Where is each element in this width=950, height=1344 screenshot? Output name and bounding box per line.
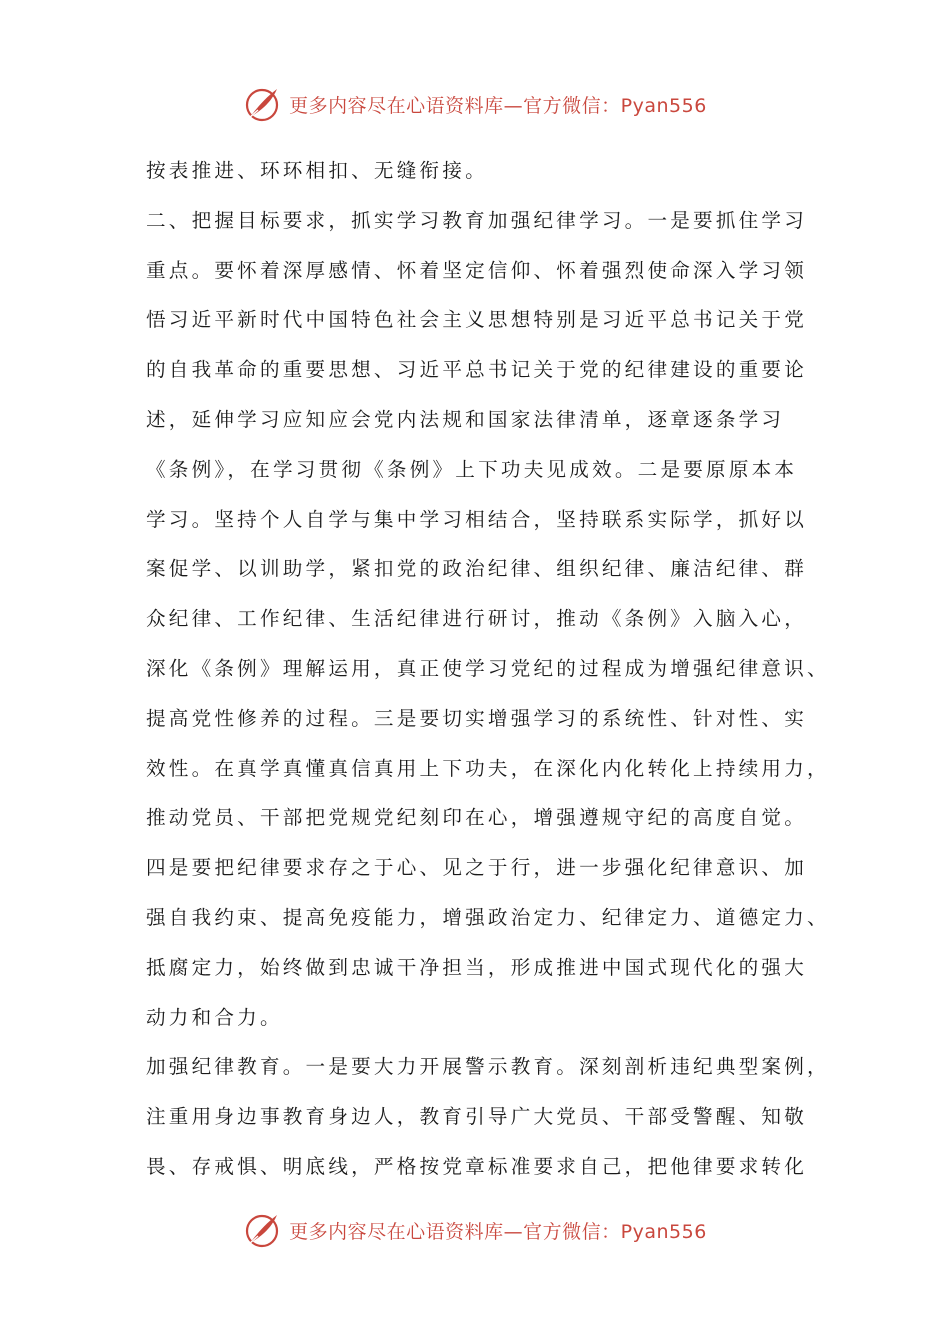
text-line: 效性。在真学真懂真信真用上下功夫，在深化内化转化上持续用力， [146, 756, 830, 780]
text-line: 动力和合力。 [146, 1005, 283, 1029]
text-line: 四是要把纪律要求存之于心、见之于行，进一步强化纪律意识、加 [146, 856, 808, 880]
text-line: 学习。坚持个人自学与集中学习相结合，坚持联系实际学，抓好以 [146, 507, 808, 531]
text-line: 注重用身边事教育身边人，教育引导广大党员、干部受警醒、知敬 [146, 1105, 808, 1129]
text-line: 二、把握目标要求，抓实学习教育加强纪律学习。一是要抓住学习 [146, 208, 808, 232]
text-line: 推动党员、干部把党规党纪刻印在心，增强遵规守纪的高度自觉。 [146, 806, 808, 830]
footer-watermark-banner [0, 1208, 950, 1252]
document-body [146, 146, 846, 1192]
text-line: 《条例》，在学习贯彻《条例》上下功夫见成效。二是要原原本本 [146, 457, 798, 481]
text-line: 案促学、以训助学，紧扣党的政治纪律、组织纪律、廉洁纪律、群 [146, 557, 808, 581]
text-line: 提高党性修养的过程。三是要切实增强学习的系统性、针对性、实 [146, 706, 808, 730]
text-line: 的自我革命的重要思想、习近平总书记关于党的纪律建设的重要论 [146, 358, 808, 382]
header-watermark-banner [0, 82, 950, 126]
text-line: 畏、存戒惧、明底线，严格按党章标准要求自己，把他律要求转化 [146, 1154, 808, 1178]
text-line: 按表推进、环环相扣、无缝衔接。 [146, 159, 488, 182]
quill-pen-icon [243, 84, 283, 124]
watermark-text: 更多内容尽在心语资料库—官方微信：Pyan556 [289, 94, 707, 117]
watermark-text: 更多内容尽在心语资料库—官方微信：Pyan556 [289, 1220, 707, 1243]
text-line: 强自我约束、提高免疫能力，增强政治定力、纪律定力、道德定力、 [146, 905, 830, 929]
text-line: 众纪律、工作纪律、生活纪律进行研讨，推动《条例》入脑入心， [146, 607, 808, 631]
text-line: 述，延伸学习应知应会党内法规和国家法律清单，逐章逐条学习 [146, 407, 785, 431]
text-line: 重点。要怀着深厚感情、怀着坚定信仰、怀着强烈使命深入学习领 [146, 258, 808, 282]
quill-pen-icon [243, 1210, 283, 1250]
text-line: 加强纪律教育。一是要大力开展警示教育。深刻剖析违纪典型案例， [146, 1055, 830, 1079]
text-line: 悟习近平新时代中国特色社会主义思想特别是习近平总书记关于党 [146, 308, 808, 332]
text-line: 深化《条例》理解运用，真正使学习党纪的过程成为增强纪律意识、 [146, 656, 830, 680]
text-line: 抵腐定力，始终做到忠诚干净担当，形成推进中国式现代化的强大 [146, 955, 808, 979]
